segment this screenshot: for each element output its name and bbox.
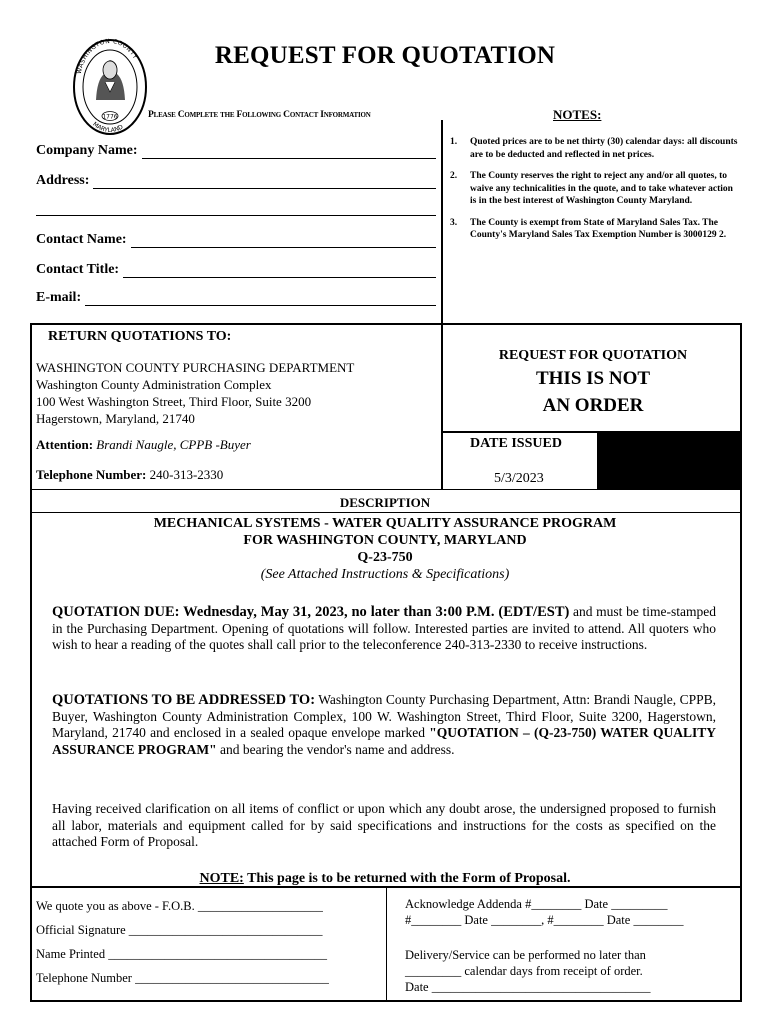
contact-name-field[interactable]	[36, 232, 436, 248]
divider	[30, 512, 742, 513]
addenda-field-2[interactable]: #________ Date ________, #________ Date ________	[405, 913, 684, 927]
contact-title-label: Contact Title:	[36, 262, 120, 277]
project-title: MECHANICAL SYSTEMS - WATER QUALITY ASSURANCE PROGRAM FOR WASHINGTON COUNTY, MARYLAND Q-23-750 (See Attached Instructions & Specifications)	[153, 516, 617, 582]
note-item: 2. The County reserves the right to reject any and/or all quotes, to waive any technicalities in the quote, and to take whatever action is in the best interest of Washington County Maryland.	[450, 171, 733, 206]
attention: Attention: Brandi Naugle, CPPB -Buyer	[36, 437, 251, 452]
description-header: DESCRIPTION	[339, 495, 431, 510]
notes-title: NOTES:	[553, 107, 602, 122]
note-item: 1. Quoted prices are to be net thirty (30) calendar days: all discounts are to be deducted and reflected in net prices.	[450, 137, 738, 160]
address-label: Address:	[36, 173, 90, 188]
delivery-days-field[interactable]: _________ calendar days from receipt of order.	[405, 964, 643, 978]
contact-name-label: Contact Name:	[36, 232, 127, 247]
clarification-paragraph: Having received clarification on all items of conflict or upon which any doubt arose, the undersigned proposed to furnish all labor, materials and equipment called for by said specifications and instructions for the costs as specified on the attached Form of Proposal.	[52, 801, 716, 849]
delivery-text: Delivery/Service can be performed no later than	[405, 948, 646, 962]
email-field[interactable]	[36, 290, 436, 306]
svg-text:MARYLAND	[91, 121, 124, 134]
telephone: Telephone Number: 240-313-2330	[36, 467, 224, 482]
frame-right	[740, 323, 742, 1002]
notes-list	[450, 136, 740, 251]
return-address: WASHINGTON COUNTY PURCHASING DEPARTMENT Washington County Administration Complex 100 West Washington Street, Third Floor, Suite 3200 Hagerstown, Maryland, 21740	[36, 360, 355, 426]
bottom-divider	[386, 887, 387, 1000]
telephone-field[interactable]: Telephone Number _______________________________	[36, 971, 329, 985]
rfq-notice: REQUEST FOR QUOTATION THIS IS NOT AN ORDER	[498, 348, 688, 416]
delivery-date-field[interactable]: Date ___________________________________	[405, 980, 651, 994]
company-name-label: Company Name:	[36, 143, 138, 158]
seal-text-bottom: MARYLAND	[91, 120, 125, 135]
contact-instruction: Please Complete the Following Contact Information	[148, 110, 371, 120]
address-line-2[interactable]	[36, 215, 436, 216]
seal-year: 1776	[102, 113, 118, 121]
divider	[30, 323, 742, 325]
frame-left	[30, 323, 32, 1002]
signature-field[interactable]: Official Signature _______________________________	[36, 923, 323, 937]
date-issued-label: DATE ISSUED	[470, 436, 562, 451]
return-note: NOTE: This page is to be returned with the Form of Proposal.	[199, 871, 571, 886]
email-label: E-mail:	[36, 290, 82, 305]
address-field[interactable]	[36, 173, 436, 189]
name-printed-field[interactable]: Name Printed ___________________________________	[36, 947, 327, 961]
seal-text-top: WASHINGTON COUNTY	[75, 38, 139, 75]
contact-title-field[interactable]	[36, 262, 436, 278]
black-box	[597, 432, 741, 489]
divider	[30, 489, 742, 490]
frame-bottom	[30, 1000, 742, 1002]
notes-divider	[441, 120, 443, 324]
page-title: REQUEST FOR QUOTATION	[214, 42, 556, 69]
return-header: RETURN QUOTATIONS TO:	[48, 329, 232, 344]
fob-field[interactable]: We quote you as above - F.O.B. ____________________	[36, 899, 323, 913]
return-divider	[441, 323, 443, 490]
addenda-field-1[interactable]: Acknowledge Addenda #________ Date _________	[405, 897, 668, 911]
note-item: 3. The County is exempt from State of Maryland Sales Tax. The County's Maryland Sales Tax Exemption Number is 3000129 2.	[450, 217, 727, 240]
address-paragraph: QUOTATIONS TO BE ADDRESSED TO: Washington County Purchasing Department, Attn: Brandi Naugle, CPPB, Buyer, Washington County Administration Complex, 100 W. Washington Street, Third Floor, Suite 3200, Hagerstown, Maryland, 21740 and enclosed in a sealed opaque envelope marked "QUOTATION – (Q-23-750) WATER QUALITY ASSURANCE PROGRAM" and bearing the vendor's name and address.	[52, 692, 716, 757]
quotation-due-paragraph: QUOTATION DUE: Wednesday, May 31, 2023, no later than 3:00 P.M. (EDT/EST) and must be time-stamped in the Purchasing Department. Opening of quotations will follow. Interested parties are invited to attend. All quoters who wish to hear a reading of the quotes shall call prior to the teleconference 240-313-2330 to receive instructions.	[52, 604, 717, 652]
company-name-field[interactable]	[36, 143, 436, 159]
date-issued-value: 5/3/2023	[494, 471, 544, 486]
